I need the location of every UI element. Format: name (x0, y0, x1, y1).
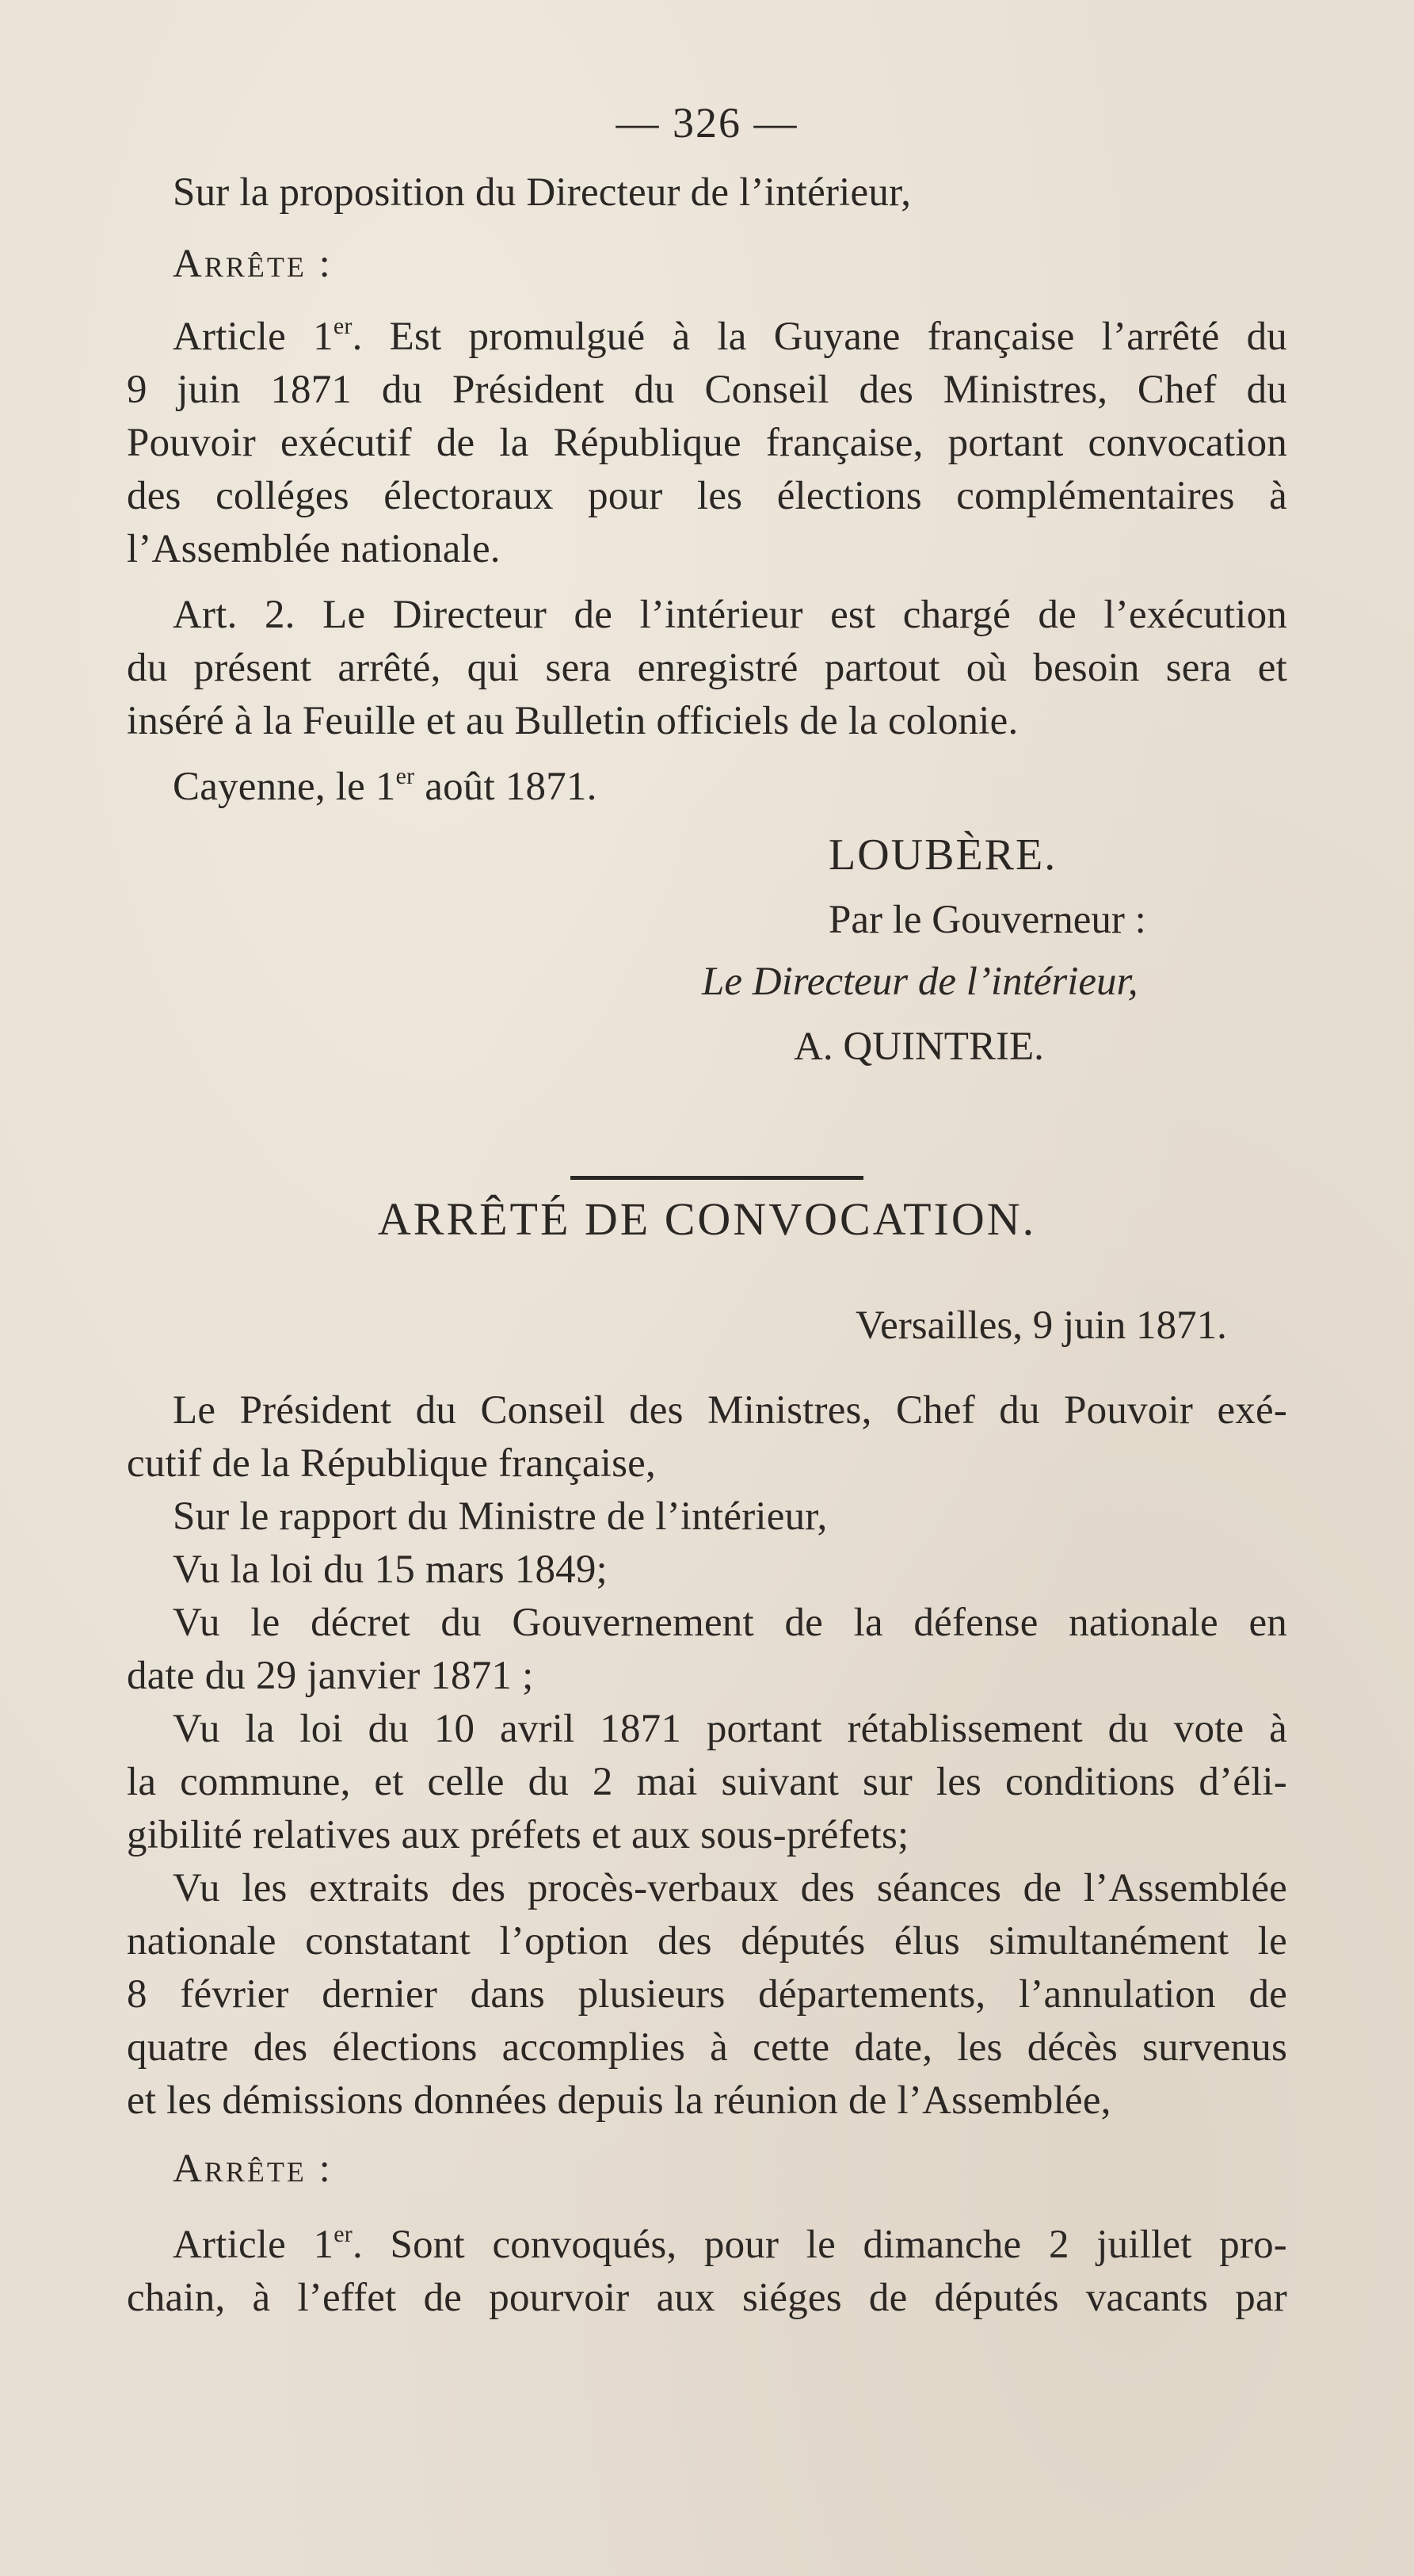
directeur-name: A. QUINTRIE. (794, 1025, 1044, 1069)
section-heading: ARRÊTÉ DE CONVOCATION. (377, 1193, 1037, 1245)
proposition-line: Sur la proposition du Directeur de l’intérieur, (173, 170, 912, 215)
vu-loi-1849: Vu la loi du 15 mars 1849; (173, 1548, 608, 1592)
article-1-line-4: des colléges électoraux pour les élections complémentaires à (127, 474, 1287, 518)
vu-extraits-line-3: 8 février dernier dans plusieurs départements, l’annulation de (127, 1972, 1287, 2017)
date-line: Cayenne, le 1er août 1871. (173, 763, 597, 809)
directeur-title: Le Directeur de l’intérieur, (702, 960, 1138, 1004)
article-1-line-5: l’Assemblée nationale. (127, 527, 501, 571)
arrete-label-2: Arrête : (173, 2147, 333, 2191)
article-2-line-2: du présent arrêté, qui sera enregistré partout où besoin sera et (127, 646, 1287, 690)
vu-decret-line-2: date du 29 janvier 1871 ; (127, 1654, 534, 1698)
arrete-label-1: Arrête : (173, 242, 333, 286)
article-1-line-2: 9 juin 1871 du Président du Conseil des Ministres, Chef du (127, 368, 1287, 412)
article-1-convocation-line-1: Article 1er. Sont convoqués, pour le dimanche 2 juillet pro- (173, 2221, 1287, 2267)
vu-extraits-line-5: et les démissions données depuis la réunion de l’Assemblée, (127, 2078, 1111, 2123)
separator-rule (570, 1176, 863, 1180)
vu-loi-avril-line-3: gibilité relatives aux préfets et aux sous-préfets; (127, 1813, 909, 1857)
vu-loi-avril-line-1: Vu la loi du 10 avril 1871 portant rétablissement du vote à (173, 1707, 1287, 1751)
article-2-line-3: inséré à la Feuille et au Bulletin officiels de la colonie. (127, 699, 1019, 743)
article-1-line-3: Pouvoir exécutif de la République française, portant convocation (127, 421, 1287, 465)
vu-extraits-line-2: nationale constatant l’option des députés élus simultanément le (127, 1919, 1287, 1963)
vu-extraits-line-1: Vu les extraits des procès-verbaux des séances de l’Assemblée (173, 1866, 1287, 1910)
vu-loi-avril-line-2: la commune, et celle du 2 mai suivant sur les conditions d’éli- (127, 1760, 1287, 1804)
vu-extraits-line-4: quatre des élections accomplies à cette date, les décès survenus (127, 2025, 1287, 2070)
signature-loubere: LOUBÈRE. (829, 830, 1058, 880)
rapport-line: Sur le rapport du Ministre de l’intérieur, (173, 1494, 828, 1539)
preamble-line-1: Le Président du Conseil des Ministres, Chef du Pouvoir exé- (173, 1388, 1287, 1433)
place-date: Versailles, 9 juin 1871. (856, 1303, 1227, 1348)
par-le-gouverneur: Par le Gouverneur : (829, 898, 1146, 942)
article-2-line-1: Art. 2. Le Directeur de l’intérieur est chargé de l’exécution (173, 593, 1287, 637)
page-number: — 326 — (616, 99, 798, 147)
article-1-convocation-line-2: chain, à l’effet de pourvoir aux siéges de députés vacants par (127, 2276, 1287, 2320)
vu-decret-line-1: Vu le décret du Gouvernement de la défense nationale en (173, 1601, 1287, 1645)
preamble-line-2: cutif de la République française, (127, 1441, 656, 1486)
article-1-line-1: Article 1er. Est promulgué à la Guyane française l’arrêté du (173, 313, 1287, 359)
